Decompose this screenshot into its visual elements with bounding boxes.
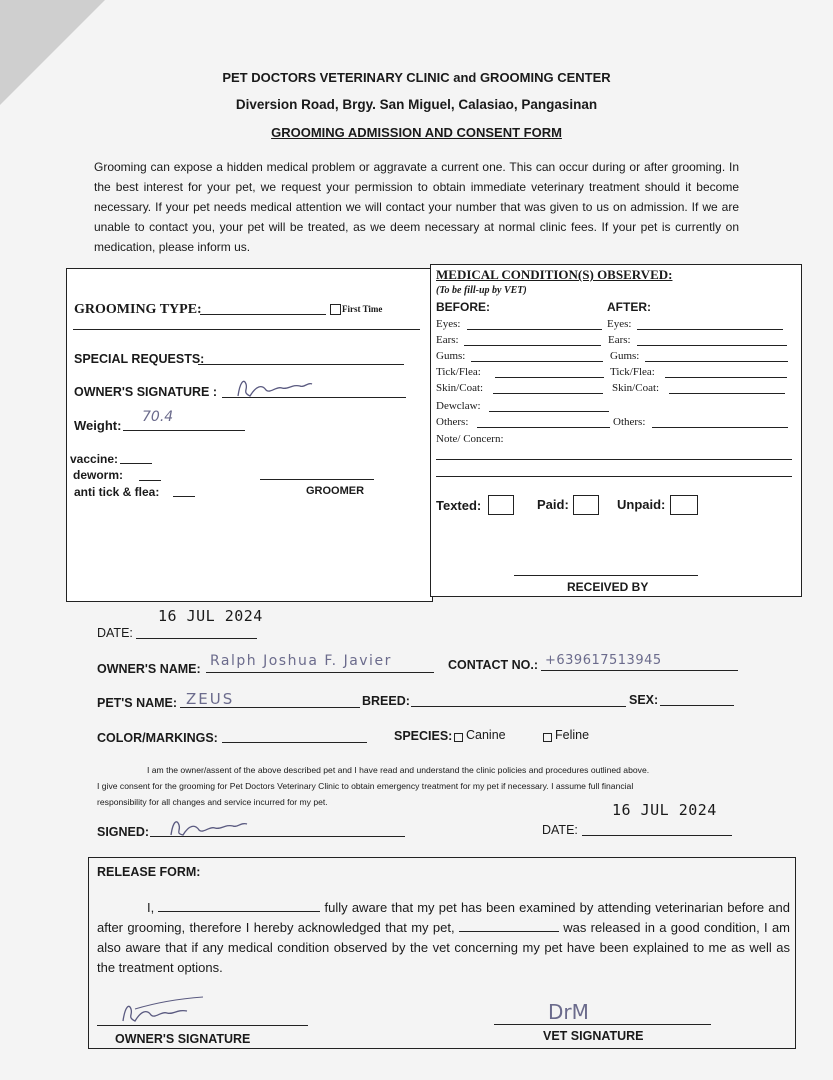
grooming-type-field[interactable] xyxy=(200,314,326,315)
after-others-field[interactable] xyxy=(652,427,788,428)
owner-name-field[interactable] xyxy=(206,672,434,673)
vaccine-label: vaccine: xyxy=(70,452,119,466)
special-requests-field[interactable] xyxy=(198,364,404,365)
vet-note: (To be fill-up by VET) xyxy=(436,285,527,296)
before-eyes-field[interactable] xyxy=(467,329,602,330)
clinic-name: PET DOCTORS VETERINARY CLINIC and GROOMING CENTER xyxy=(222,70,611,85)
deworm-label: deworm: xyxy=(73,468,124,482)
weight-field[interactable] xyxy=(123,430,245,431)
groomer-label: GROOMER xyxy=(306,485,365,497)
vet-signature-label: VET SIGNATURE xyxy=(543,1029,644,1043)
weight-value: 70.4 xyxy=(142,409,174,425)
sex-label: SEX: xyxy=(629,693,659,707)
special-requests-label: SPECIAL REQUESTS: xyxy=(74,352,205,366)
medical-condition-title: MEDICAL CONDITION(S) OBSERVED: xyxy=(436,267,673,282)
after-eyes-field[interactable] xyxy=(637,329,783,330)
texted-checkbox[interactable] xyxy=(488,495,514,515)
canine-label: Canine xyxy=(466,728,506,742)
before-skincoat-field[interactable] xyxy=(493,393,603,394)
received-by-label: RECEIVED BY xyxy=(567,580,649,594)
after-ears-field[interactable] xyxy=(637,345,787,346)
paid-checkbox[interactable] xyxy=(573,495,599,515)
first-time-label: First Time xyxy=(342,304,383,314)
before-eyes-label: Eyes: xyxy=(436,318,461,330)
sex-field[interactable] xyxy=(660,705,734,706)
weight-label: Weight: xyxy=(74,418,122,433)
before-dewclaw-field[interactable] xyxy=(489,411,609,412)
unpaid-label: Unpaid: xyxy=(617,497,666,512)
note-concern-label: Note/ Concern: xyxy=(436,433,504,445)
after-label: AFTER: xyxy=(607,300,651,314)
owner-name-label: OWNER'S NAME: xyxy=(97,662,201,676)
before-tickflea-label: Tick/Flea: xyxy=(436,366,481,378)
signed-signature-handwriting xyxy=(165,815,250,841)
after-tickflea-field[interactable] xyxy=(665,377,787,378)
vet-signature-field[interactable] xyxy=(494,1024,711,1025)
after-tickflea-label: Tick/Flea: xyxy=(610,366,655,378)
consent-line-2: I give consent for the grooming for Pet Doctors Veterinary Clinic to obtain emergency treatment for my pet if necessary. I assume full financial xyxy=(97,781,634,791)
before-others-label: Others: xyxy=(436,416,469,428)
after-others-label: Others: xyxy=(613,416,646,428)
contact-label: CONTACT NO.: xyxy=(448,658,539,672)
species-label: SPECIES: xyxy=(394,729,453,743)
after-eyes-label: Eyes: xyxy=(607,318,632,330)
grooming-type-label: GROOMING TYPE: xyxy=(74,302,202,317)
date-field[interactable] xyxy=(136,638,257,639)
paid-label: Paid: xyxy=(537,497,569,512)
anti-tick-field[interactable] xyxy=(173,496,195,497)
received-by-field[interactable] xyxy=(514,575,698,576)
release-text-part3: was released in a good condition, I am also aware that if any medical condition observed by the vet concerning my pet have been explained to me as well as the treatment options. xyxy=(97,920,790,975)
owner-name-value: Ralph Joshua F. Javier xyxy=(210,653,392,669)
pet-name-value: ZEUS xyxy=(186,690,235,708)
consent-date-label: DATE: xyxy=(542,823,578,837)
contact-value: +639617513945 xyxy=(545,653,662,668)
deworm-field[interactable] xyxy=(139,480,161,481)
before-gums-label: Gums: xyxy=(436,350,466,362)
before-dewclaw-label: Dewclaw: xyxy=(436,400,481,412)
before-tickflea-field[interactable] xyxy=(495,377,604,378)
release-owner-signature-handwriting xyxy=(115,995,205,1029)
date-stamp: 16 JUL 2024 xyxy=(158,607,263,625)
color-markings-field[interactable] xyxy=(222,742,367,743)
contact-field[interactable] xyxy=(541,670,738,671)
note-concern-field-2[interactable] xyxy=(436,476,792,477)
after-gums-field[interactable] xyxy=(645,361,788,362)
breed-label: BREED: xyxy=(362,694,410,708)
feline-label: Feline xyxy=(555,728,590,742)
after-skincoat-field[interactable] xyxy=(669,393,785,394)
after-skincoat-label: Skin/Coat: xyxy=(612,382,660,394)
release-owner-name-field[interactable] xyxy=(158,899,320,912)
consent-date-stamp: 16 JUL 2024 xyxy=(612,801,717,819)
groomer-field[interactable] xyxy=(260,479,374,480)
consent-date-field[interactable] xyxy=(582,835,732,836)
note-concern-field-1[interactable] xyxy=(436,459,792,460)
form-title: GROOMING ADMISSION AND CONSENT FORM xyxy=(271,125,562,140)
release-owner-signature-field[interactable] xyxy=(97,1025,308,1026)
first-time-checkbox[interactable] xyxy=(330,304,341,315)
release-pet-name-field[interactable] xyxy=(459,919,559,932)
after-gums-label: Gums: xyxy=(610,350,640,362)
unpaid-checkbox[interactable] xyxy=(670,495,698,515)
release-text-part2: fully aware that my pet has been examined by attending veterinarian before and after grooming, therefore I hereby acknowledged that my pet, xyxy=(97,900,790,935)
consent-line-1: I am the owner/assent of the above described pet and I have read and understand the clinic policies and procedures outlined above. xyxy=(147,765,650,775)
vaccine-field[interactable] xyxy=(120,463,152,464)
before-ears-label: Ears: xyxy=(436,334,459,346)
intro-paragraph: Grooming can expose a hidden medical problem or aggravate a current one. This can occur during or after grooming. In the best interest for your pet, we request your permission to obtain immediate veterinary treatment should it become necessary. If your pet needs medical attention we will contact your number that was given to us on admission. If we are unable to contact you, your pet will be treated, as we deem necessary at normal clinic fees. If your pet is currently on medication, please inform us. xyxy=(94,160,739,254)
feline-checkbox[interactable] xyxy=(543,733,552,742)
pet-name-label: PET'S NAME: xyxy=(97,696,178,710)
clinic-address: Diversion Road, Brgy. San Miguel, Calasiao, Pangasinan xyxy=(235,97,598,112)
folded-corner xyxy=(0,0,105,105)
color-markings-label: COLOR/MARKINGS: xyxy=(97,731,218,745)
breed-field[interactable] xyxy=(411,706,626,707)
release-form-text xyxy=(97,898,790,978)
owner-signature-label: OWNER'S SIGNATURE : xyxy=(74,385,218,399)
canine-checkbox[interactable] xyxy=(454,733,463,742)
release-owner-signature-label: OWNER'S SIGNATURE xyxy=(115,1032,251,1046)
consent-line-3: responsibility for all changes and service incurred for my pet. xyxy=(97,797,328,807)
release-form-title: RELEASE FORM: xyxy=(97,865,201,879)
before-ears-field[interactable] xyxy=(464,345,601,346)
after-ears-label: Ears: xyxy=(608,334,631,346)
before-label: BEFORE: xyxy=(436,300,490,314)
vet-signature-value: DrM xyxy=(548,1000,589,1024)
before-others-field[interactable] xyxy=(477,427,610,428)
before-gums-field[interactable] xyxy=(471,361,603,362)
release-text-part1: I, xyxy=(147,900,159,915)
date-label: DATE: xyxy=(97,626,133,640)
before-skincoat-label: Skin/Coat: xyxy=(436,382,484,394)
owner-signature-handwriting xyxy=(230,374,315,402)
texted-label: Texted: xyxy=(436,498,482,513)
grooming-type-field-2[interactable] xyxy=(73,329,420,330)
signed-label: SIGNED: xyxy=(97,825,150,839)
anti-tick-label: anti tick & flea: xyxy=(74,485,160,499)
grooming-details-box xyxy=(66,268,433,602)
